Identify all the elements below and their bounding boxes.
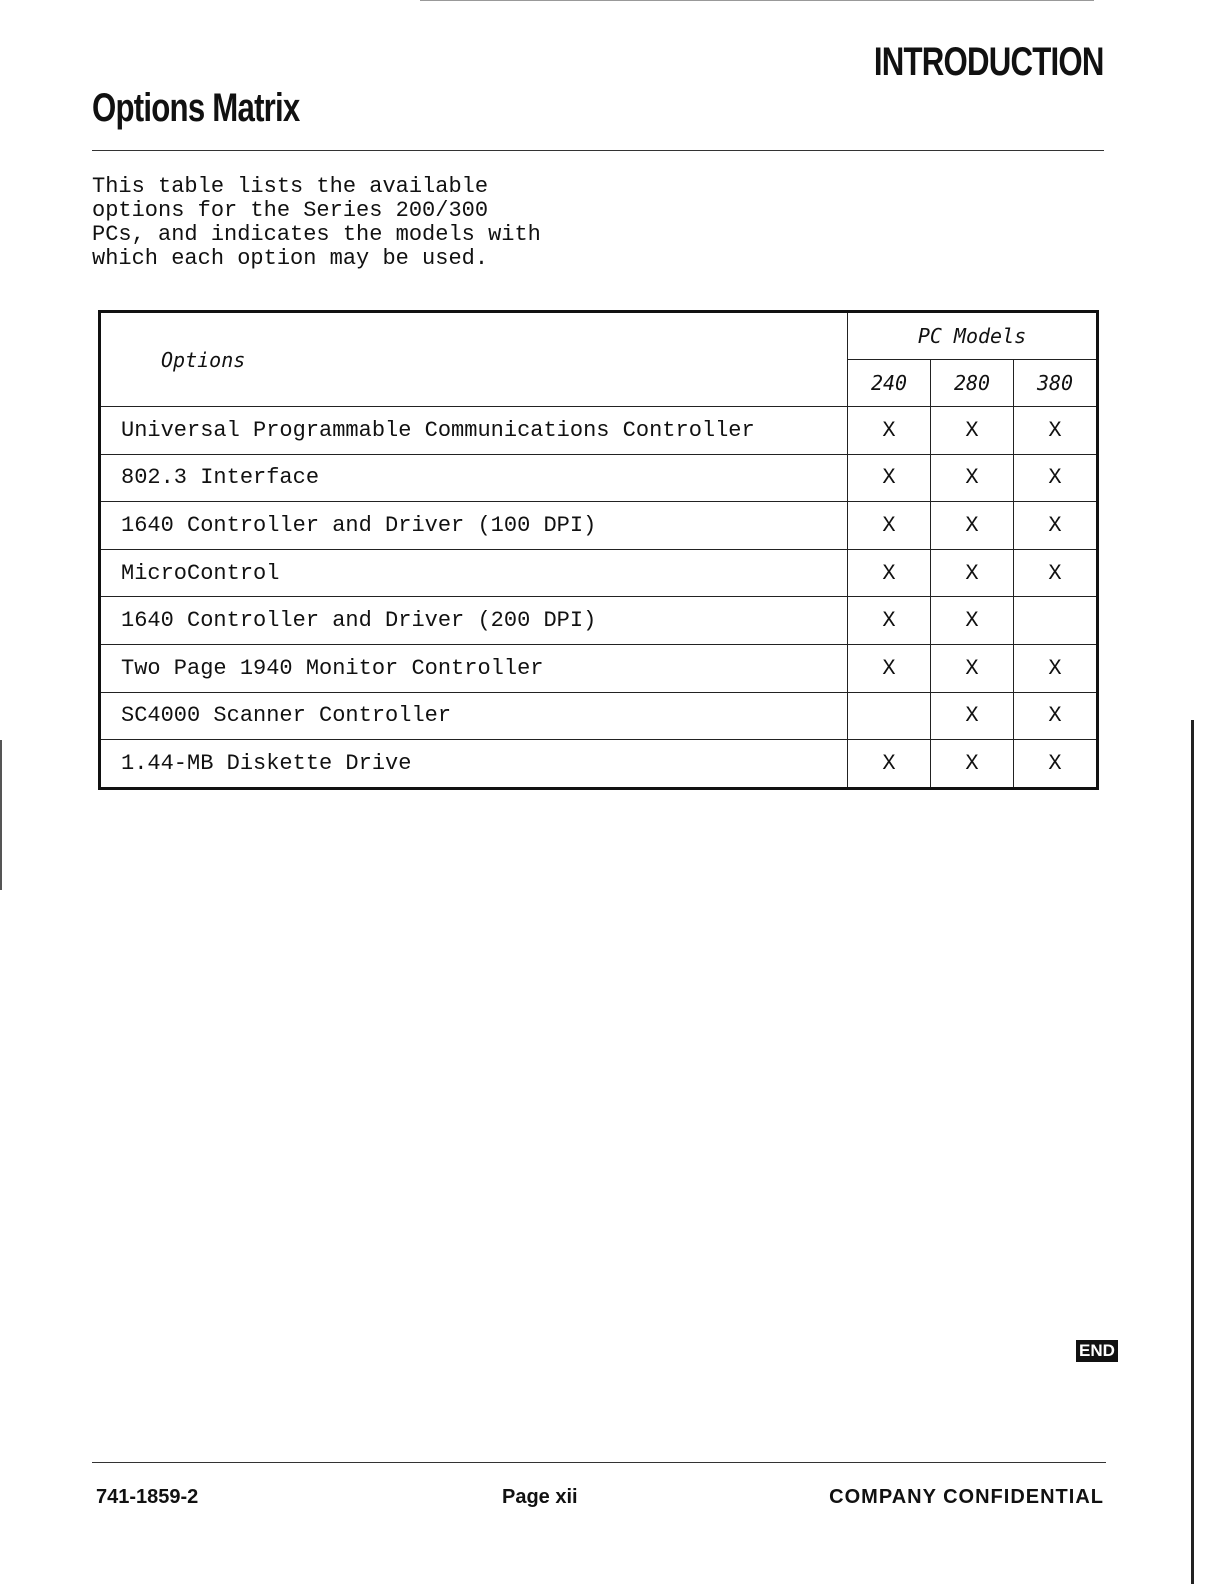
mark-280: X: [931, 740, 1014, 789]
mark-280: X: [931, 645, 1014, 693]
intro-paragraph: This table lists the available options for the Series 200/300 PCs, and indicates the models with which each option may be used.: [92, 174, 541, 271]
footer-doc-number: 741-1859-2: [96, 1486, 199, 1508]
table-row: [100, 407, 1098, 455]
table-row: [100, 502, 1098, 550]
mark-240: [848, 692, 931, 740]
option-name: 802.3 Interface: [100, 454, 848, 502]
mark-240: X: [848, 407, 931, 455]
footer-confidential: COMPANY CONFIDENTIAL: [829, 1486, 1104, 1508]
mark-240: X: [848, 597, 931, 645]
table-row: [100, 740, 1098, 789]
bottom-divider: [92, 1462, 1106, 1463]
options-matrix-table: [98, 310, 1099, 790]
model-240-header: 240: [848, 360, 931, 407]
mark-240: X: [848, 645, 931, 693]
option-name: 1640 Controller and Driver (200 DPI): [100, 597, 848, 645]
table-row: [100, 454, 1098, 502]
table-row: [100, 692, 1098, 740]
top-divider: [92, 150, 1104, 151]
mark-380: X: [1014, 740, 1098, 789]
mark-380: X: [1014, 502, 1098, 550]
mark-240: X: [848, 502, 931, 550]
mark-280: X: [931, 597, 1014, 645]
mark-380: X: [1014, 407, 1098, 455]
table-row: [100, 645, 1098, 693]
scan-edge-right: [1191, 720, 1194, 1584]
option-name: SC4000 Scanner Controller: [100, 692, 848, 740]
option-name: 1.44-MB Diskette Drive: [100, 740, 848, 789]
table-row: [100, 549, 1098, 597]
mark-380: X: [1014, 549, 1098, 597]
option-name: MicroControl: [100, 549, 848, 597]
table-row: [100, 597, 1098, 645]
mark-380: X: [1014, 645, 1098, 693]
option-name: Two Page 1940 Monitor Controller: [100, 645, 848, 693]
mark-240: X: [848, 454, 931, 502]
scan-edge-left: [0, 740, 2, 890]
mark-380: X: [1014, 454, 1098, 502]
mark-280: X: [931, 454, 1014, 502]
mark-380: X: [1014, 692, 1098, 740]
mark-280: X: [931, 692, 1014, 740]
mark-240: X: [848, 740, 931, 789]
pc-models-header: PC Models: [848, 312, 1098, 360]
mark-280: X: [931, 549, 1014, 597]
model-380-header: 380: [1014, 360, 1098, 407]
section-title: INTRODUCTION: [874, 40, 1104, 84]
option-name: 1640 Controller and Driver (100 DPI): [100, 502, 848, 550]
mark-380: [1014, 597, 1098, 645]
page-title: Options Matrix: [92, 86, 300, 130]
model-280-header: 280: [931, 360, 1014, 407]
option-name: Universal Programmable Communications Controller: [100, 407, 848, 455]
mark-240: X: [848, 549, 931, 597]
table-header-row: [100, 312, 1098, 360]
mark-280: X: [931, 502, 1014, 550]
footer-page-number: Page xii: [502, 1486, 578, 1508]
mark-280: X: [931, 407, 1014, 455]
header-top-rule: [420, 0, 1094, 1]
options-column-header: Options: [100, 312, 848, 407]
end-marker: END: [1076, 1340, 1118, 1362]
